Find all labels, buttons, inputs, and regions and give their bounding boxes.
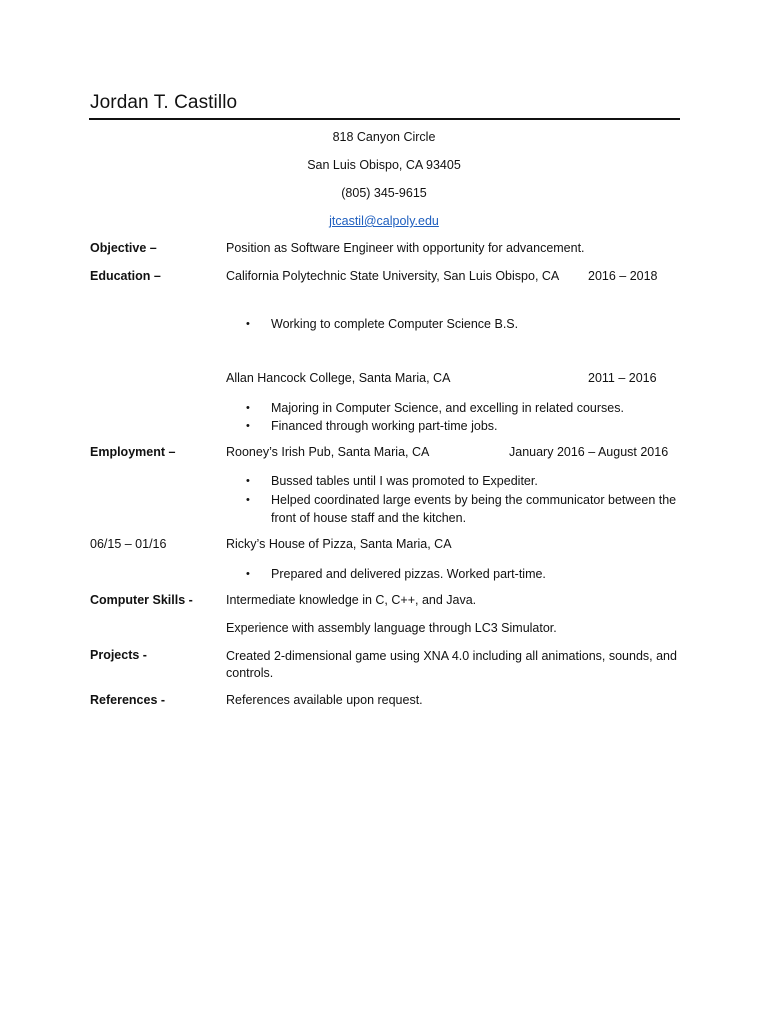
employment-place: Ricky’s House of Pizza, Santa Maria, CA — [226, 537, 452, 551]
projects-label: Projects - — [90, 648, 147, 662]
objective-label: Objective – — [90, 241, 157, 255]
list-item-text: Financed through working part-time jobs. — [271, 419, 498, 433]
list-item-text: Working to complete Computer Science B.S. — [271, 317, 519, 331]
contact-email-line — [0, 214, 768, 228]
name-divider — [89, 118, 680, 120]
bullet-icon: • — [246, 568, 250, 580]
references-text: References available upon request. — [226, 693, 423, 707]
list-item-text: Helped coordinated large events by being the communicator between the front of house staff and the kitchen. — [271, 493, 677, 525]
education-label: Education – — [90, 269, 161, 283]
references-label: References - — [90, 693, 166, 707]
employment-dates-label: 06/15 – 01/16 — [90, 537, 167, 551]
employment-place: Rooney’s Irish Pub, Santa Maria, CA — [226, 445, 430, 459]
objective-text: Position as Software Engineer with opportunity for advancement. — [226, 241, 585, 255]
list-item-text: Bussed tables until I was promoted to Expediter. — [271, 474, 538, 488]
bullet-icon: • — [246, 318, 250, 330]
bullet-icon: • — [246, 475, 250, 487]
employment-label: Employment – — [90, 445, 176, 459]
list-item-text: Majoring in Computer Science, and excelling in related courses. — [271, 401, 624, 415]
contact-phone: (805) 345-9615 — [341, 186, 427, 200]
computer-skills-line: Intermediate knowledge in C, C++, and Java. — [226, 593, 477, 607]
candidate-name: Jordan T. Castillo — [90, 92, 238, 113]
education-school-name: Allan Hancock College, Santa Maria, CA — [226, 371, 451, 385]
contact-email-link[interactable]: jtcastil@calpoly.edu — [329, 214, 439, 228]
list-item-text: Prepared and delivered pizzas. Worked part-time. — [271, 567, 546, 581]
computer-skills-line: Experience with assembly language through LC3 Simulator. — [226, 621, 557, 635]
bullet-icon: • — [246, 494, 250, 506]
employment-dates: January 2016 – August 2016 — [509, 445, 669, 459]
bullet-icon: • — [246, 420, 250, 432]
education-school-dates: 2016 – 2018 — [588, 269, 658, 283]
education-school-dates: 2011 – 2016 — [588, 371, 657, 385]
projects-text: Created 2-dimensional game using XNA 4.0 including all animations, sounds, and controls. — [226, 649, 677, 680]
contact-street: 818 Canyon Circle — [332, 130, 436, 144]
education-school-name: California Polytechnic State University, San Luis Obispo, CA — [226, 269, 560, 283]
bullet-icon: • — [246, 402, 250, 414]
contact-city: San Luis Obispo, CA 93405 — [307, 158, 461, 172]
computer-skills-label: Computer Skills - — [90, 593, 193, 607]
